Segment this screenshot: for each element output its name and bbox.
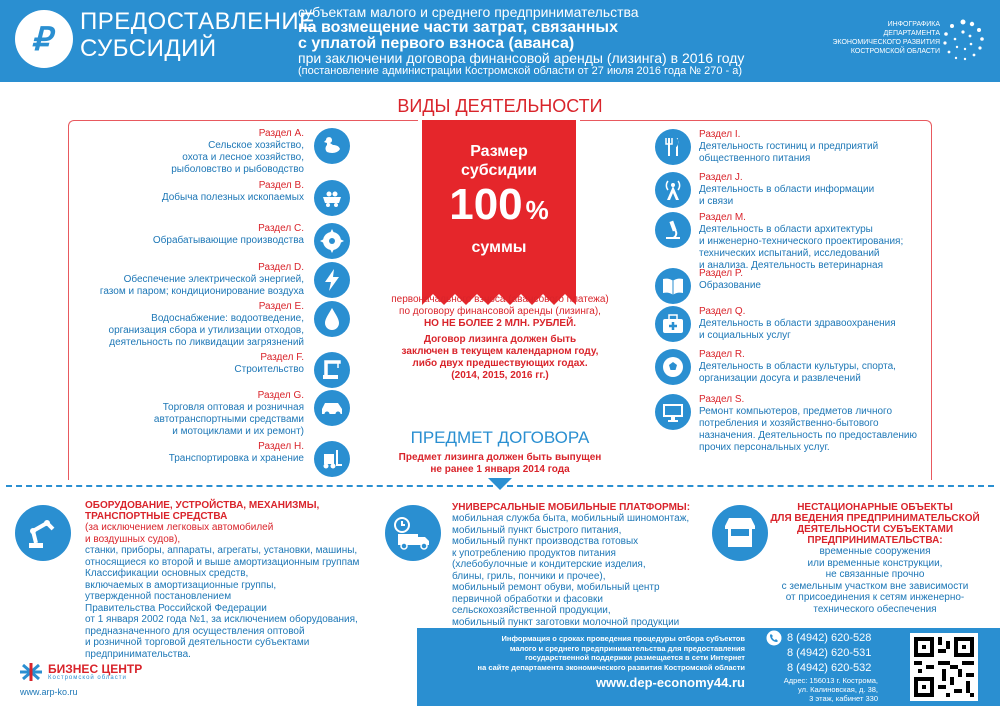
subtitle-line: субъектам малого и среднего предпринимательства bbox=[298, 4, 639, 20]
department-line: КОСТРОМСКОЙ ОБЛАСТИ bbox=[850, 48, 940, 55]
section-e-item bbox=[90, 301, 350, 349]
business-center-logo-icon bbox=[18, 661, 44, 683]
soccer-ball-icon bbox=[655, 349, 691, 385]
footer-info bbox=[425, 634, 745, 691]
block-title: УНИВЕРСАЛЬНЫЕ МОБИЛЬНЫЕ ПЛАТФОРМЫ: bbox=[452, 502, 691, 513]
condition-line: по договору финансовой аренды (лизинга), bbox=[399, 306, 601, 317]
block-text: временные сооружения bbox=[819, 546, 931, 557]
department-line: ДЕПАРТАМЕНТА bbox=[883, 30, 940, 37]
title-line-1: ПРЕДОСТАВЛЕНИЕ bbox=[80, 8, 316, 35]
equipment-block bbox=[85, 500, 405, 660]
block-text: мобильный ремонт обуви, мобильный центр bbox=[452, 582, 660, 593]
condition-line: Договор лизинга должен быть bbox=[423, 334, 577, 345]
monitor-icon bbox=[655, 394, 691, 430]
lease-conditions bbox=[365, 334, 635, 382]
section-title: Раздел E. bbox=[258, 301, 304, 312]
block-title: ДЛЯ ВЕДЕНИЯ ПРЕДПРИНИМАТЕЛЬСКОЙ bbox=[770, 513, 980, 524]
block-text: станки, приборы, аппараты, агрегаты, установки, машины, bbox=[85, 545, 358, 556]
section-desc: Обрабатывающие производства bbox=[152, 235, 304, 246]
block-text: мобильный пункт производства готовых bbox=[452, 536, 639, 547]
section-d-item bbox=[90, 262, 350, 298]
section-desc: и анализа. Деятельность ветеринарная bbox=[699, 260, 884, 271]
department-line: ИНФОГРАФИКА bbox=[887, 21, 940, 28]
percent-sign: % bbox=[525, 195, 549, 225]
antenna-icon bbox=[655, 172, 691, 208]
activities-heading: ВИДЫ ДЕЯТЕЛЬНОСТИ bbox=[397, 96, 603, 116]
microscope-icon bbox=[655, 212, 691, 248]
section-desc: Транспортировка и хранение bbox=[168, 453, 304, 464]
ribbon-text bbox=[422, 142, 576, 257]
forklift-icon bbox=[314, 441, 350, 477]
section-title: Раздел F. bbox=[260, 352, 304, 363]
section-s-item bbox=[655, 394, 955, 454]
section-desc: общественного питания bbox=[699, 153, 811, 164]
section-desc: и социальных услуг bbox=[699, 330, 791, 341]
block-text: мобильная служба быта, мобильный шиномонтаж, bbox=[452, 513, 690, 524]
mobile-platforms-block bbox=[452, 502, 702, 628]
duck-icon bbox=[314, 128, 350, 164]
section-desc: Водоснабжение: водоотведение, bbox=[151, 313, 304, 324]
section-desc: организация сбора и утилизации отходов, bbox=[108, 325, 304, 336]
header-subtitle bbox=[298, 6, 748, 77]
block-title: ПРЕДПРИНИМАТЕЛЬСТВА: bbox=[807, 535, 943, 546]
info-line: Информация о сроках проведения процедуры отбора субъектов bbox=[501, 634, 745, 643]
section-f-item bbox=[90, 352, 350, 388]
section-title: Раздел P. bbox=[699, 268, 743, 279]
section-r-item bbox=[655, 349, 955, 385]
section-desc: Сельское хозяйство, bbox=[208, 140, 304, 151]
section-desc: Деятельность гостиниц и предприятий bbox=[699, 141, 879, 152]
section-h-item bbox=[90, 441, 350, 477]
water-drop-icon bbox=[314, 301, 350, 337]
block-text: и воздушных судов), bbox=[85, 533, 181, 545]
section-desc: и связи bbox=[699, 196, 734, 207]
subtitle-line: (постановление администрации Костромской области от 27 июля 2016 года № 270 - а) bbox=[298, 65, 743, 77]
section-desc: Обеспечение электрической энергией, bbox=[123, 274, 304, 285]
section-title: Раздел В. bbox=[258, 180, 304, 191]
brand-subtitle: Костромской области bbox=[48, 674, 127, 681]
block-text: мобильный пункт заготовки молочной продукции bbox=[452, 616, 680, 628]
section-title: Раздел А. bbox=[258, 128, 304, 139]
block-text: или временные конструкции, bbox=[807, 557, 943, 569]
section-desc: организации досуга и развлечений bbox=[699, 373, 861, 384]
section-b-item bbox=[90, 180, 350, 216]
ribbon-line: субсидии bbox=[460, 162, 538, 179]
section-desc: Образование bbox=[699, 280, 761, 291]
block-text: не связанные прочно bbox=[825, 569, 925, 580]
block-text: к употреблению продуктов питания bbox=[452, 547, 616, 559]
section-desc: прочих персональных услуг. bbox=[699, 442, 830, 453]
arp-website-link[interactable]: www.arp-ko.ru bbox=[20, 687, 78, 697]
section-title: Раздел G. bbox=[257, 390, 304, 401]
condition-line: не ранее 1 января 2014 года bbox=[430, 464, 570, 475]
business-center-logo bbox=[18, 661, 142, 683]
section-desc: и мотоциклами и их ремонт) bbox=[172, 426, 304, 437]
section-title: Раздел С. bbox=[258, 223, 304, 234]
section-desc: Строительство bbox=[234, 364, 304, 375]
section-desc: Добыча полезных ископаемых bbox=[161, 192, 304, 203]
subtitle-line: при заключении договора финансовой аренды (лизинга) в 2016 году bbox=[298, 49, 745, 66]
block-text: утвержденной постановлением bbox=[85, 591, 232, 602]
block-text: первичной обработки и фасовки bbox=[452, 593, 603, 605]
subsidy-conditions bbox=[365, 294, 635, 330]
car-icon bbox=[314, 390, 350, 426]
address-line: Адрес: 156013 г. Кострома, bbox=[783, 676, 878, 685]
ribbon-line: Размер bbox=[470, 143, 528, 160]
lightning-icon bbox=[314, 262, 350, 298]
phone-number[interactable]: 8 (4942) 620-531 bbox=[787, 647, 872, 659]
section-desc: Торговля оптовая и розничная bbox=[162, 402, 304, 413]
section-title: Раздел H. bbox=[258, 441, 304, 452]
address bbox=[766, 676, 878, 703]
block-title: ТРАНСПОРТНЫЕ СРЕДСТВА bbox=[85, 511, 228, 522]
department-label bbox=[820, 20, 940, 56]
medical-kit-icon bbox=[655, 306, 691, 342]
info-line: на сайте департамента экономического развития Костромской области bbox=[477, 662, 745, 672]
block-text: (за исключением легковых автомобилей bbox=[85, 522, 274, 533]
info-line: государственной поддержки размещается в сети Интернет bbox=[525, 653, 745, 662]
block-text: блины, гриль, пончики и прочее), bbox=[452, 570, 606, 582]
section-desc: технических испытаний, исследований bbox=[699, 248, 880, 259]
section-title: Раздел I. bbox=[699, 129, 741, 140]
section-desc: Деятельность в области здравоохранения bbox=[699, 318, 896, 329]
block-text: Классификации основных средств, bbox=[85, 568, 249, 579]
department-logo-icon bbox=[940, 18, 986, 64]
block-title: ДЕЯТЕЛЬНОСТИ СУБЪЕКТАМИ bbox=[796, 524, 954, 535]
page-title bbox=[80, 8, 316, 62]
section-c-item bbox=[90, 223, 350, 259]
condition-line: Предмет лизинга должен быть выпущен bbox=[398, 452, 602, 463]
phone-icon bbox=[766, 630, 782, 646]
section-desc: Деятельность в области архитектуры bbox=[699, 224, 873, 235]
block-text: технического обеспечения bbox=[813, 603, 937, 615]
block-title: НЕСТАЦИОНАРНЫЕ ОБЪЕКТЫ bbox=[797, 502, 953, 513]
ruble-logo-icon bbox=[15, 10, 73, 68]
section-a-item bbox=[90, 128, 350, 176]
block-text: сельскохозяйственной продукции, bbox=[452, 605, 611, 616]
address-line: ул. Калиновская, д. 38, bbox=[797, 685, 878, 694]
header-banner bbox=[0, 0, 1000, 82]
department-website-link[interactable]: www.dep-economy44.ru bbox=[595, 675, 745, 690]
section-desc: рыболовство и рыбоводство bbox=[171, 164, 304, 175]
address-line: 3 этаж, кабинет 330 bbox=[809, 694, 878, 703]
block-text: предпринимательства. bbox=[85, 648, 191, 660]
kiosks-block bbox=[760, 502, 990, 615]
book-icon bbox=[655, 268, 691, 304]
block-text: мобильный пункт быстрого питания, bbox=[452, 524, 622, 536]
condition-line: (2014, 2015, 2016 гг.) bbox=[451, 370, 549, 381]
section-desc: потребления и хозяйственно-бытового bbox=[699, 418, 879, 429]
phone-number[interactable]: 8 (4942) 620-528 bbox=[787, 632, 872, 644]
section-desc: и инженерно-технического проектирования; bbox=[699, 236, 904, 247]
block-text: от присоединения к сетям инженерно- bbox=[785, 592, 965, 603]
section-j-item bbox=[655, 172, 955, 208]
block-text: Правительства Российской Федерации bbox=[85, 602, 267, 614]
section-m-item bbox=[655, 212, 955, 272]
section-title: Раздел S. bbox=[699, 394, 745, 405]
section-g-item bbox=[90, 390, 350, 438]
section-title: Раздел D. bbox=[258, 262, 304, 273]
subtitle-line: на возмещение части затрат, связанных bbox=[298, 18, 618, 36]
saw-blade-icon bbox=[314, 223, 350, 259]
section-q-item bbox=[655, 306, 955, 342]
phone-number[interactable]: 8 (4942) 620-532 bbox=[787, 662, 872, 674]
section-desc: Деятельность в области информации bbox=[699, 184, 875, 195]
robot-arm-icon bbox=[15, 505, 71, 561]
delivery-truck-icon bbox=[385, 505, 441, 561]
qr-code-icon[interactable] bbox=[910, 633, 978, 701]
block-text: и розничной торговой деятельности субъектами bbox=[85, 637, 310, 648]
section-desc: Деятельность в области культуры, спорта, bbox=[699, 361, 896, 372]
department-line: ЭКОНОМИЧЕСКОГО РАЗВИТИЯ bbox=[832, 39, 940, 46]
block-title: ОБОРУДОВАНИЕ, УСТРОЙСТВА, МЕХАНИЗМЫ, bbox=[85, 500, 320, 511]
section-desc: деятельность по ликвидации загрязнений bbox=[109, 337, 304, 348]
condition-line: заключен в текущем календарном году, bbox=[401, 346, 599, 357]
section-title: Раздел М. bbox=[699, 212, 746, 223]
block-text: (хлебобулочные и кондитерские изделия, bbox=[452, 559, 646, 570]
section-desc: автотранспортными средствами bbox=[153, 414, 304, 425]
subject-conditions bbox=[365, 452, 635, 476]
fork-knife-icon bbox=[655, 129, 691, 165]
block-text: с земельным участком вне зависимости bbox=[781, 580, 969, 592]
block-text: включаемых в амортизационные группы, bbox=[85, 579, 277, 591]
subtitle-line: с уплатой первого взноса (аванса) bbox=[298, 34, 575, 52]
ribbon-line: суммы bbox=[471, 239, 527, 256]
block-text: относящиеся ко второй и выше амортизационным группам bbox=[85, 556, 360, 568]
svg-text:₽: ₽ bbox=[31, 21, 52, 57]
subsidy-percent-value: 100 bbox=[449, 180, 523, 229]
section-desc: охота и лесное хозяйство, bbox=[182, 152, 304, 163]
section-p-item bbox=[655, 268, 955, 304]
subject-heading: ПРЕДМЕТ ДОГОВОРА bbox=[410, 428, 590, 447]
phone-list bbox=[787, 631, 871, 676]
info-line: малого и среднего предпринимательства для предоставления bbox=[509, 643, 745, 653]
condition-line: либо двух предшествующих годах. bbox=[412, 358, 588, 369]
section-desc: газом и паром; кондиционирование воздуха bbox=[99, 286, 304, 297]
section-desc: Ремонт компьютеров, предметов личного bbox=[699, 406, 893, 417]
section-i-item bbox=[655, 129, 955, 165]
section-desc: назначения. Деятельность по предоставлению bbox=[699, 430, 918, 441]
condition-line: НО НЕ БОЛЕЕ 2 МЛН. РУБЛЕЙ. bbox=[423, 318, 577, 329]
section-title: Раздел R. bbox=[699, 349, 745, 360]
brand-name: БИЗНЕС ЦЕНТР bbox=[48, 661, 143, 676]
block-text: от 1 января 2002 года №1, за исключением оборудования, bbox=[85, 614, 358, 625]
crane-icon bbox=[314, 352, 350, 388]
section-title: Раздел J. bbox=[699, 172, 743, 183]
condition-line: первоначального взноса (авансового платежа) bbox=[391, 294, 609, 305]
section-title: Раздел Q. bbox=[699, 306, 746, 317]
block-text: предназначенного для осуществления оптовой bbox=[85, 625, 305, 637]
mine-cart-icon bbox=[314, 180, 350, 216]
title-line-2: СУБСИДИЙ bbox=[80, 35, 217, 62]
divider-arrow-icon bbox=[488, 478, 512, 492]
